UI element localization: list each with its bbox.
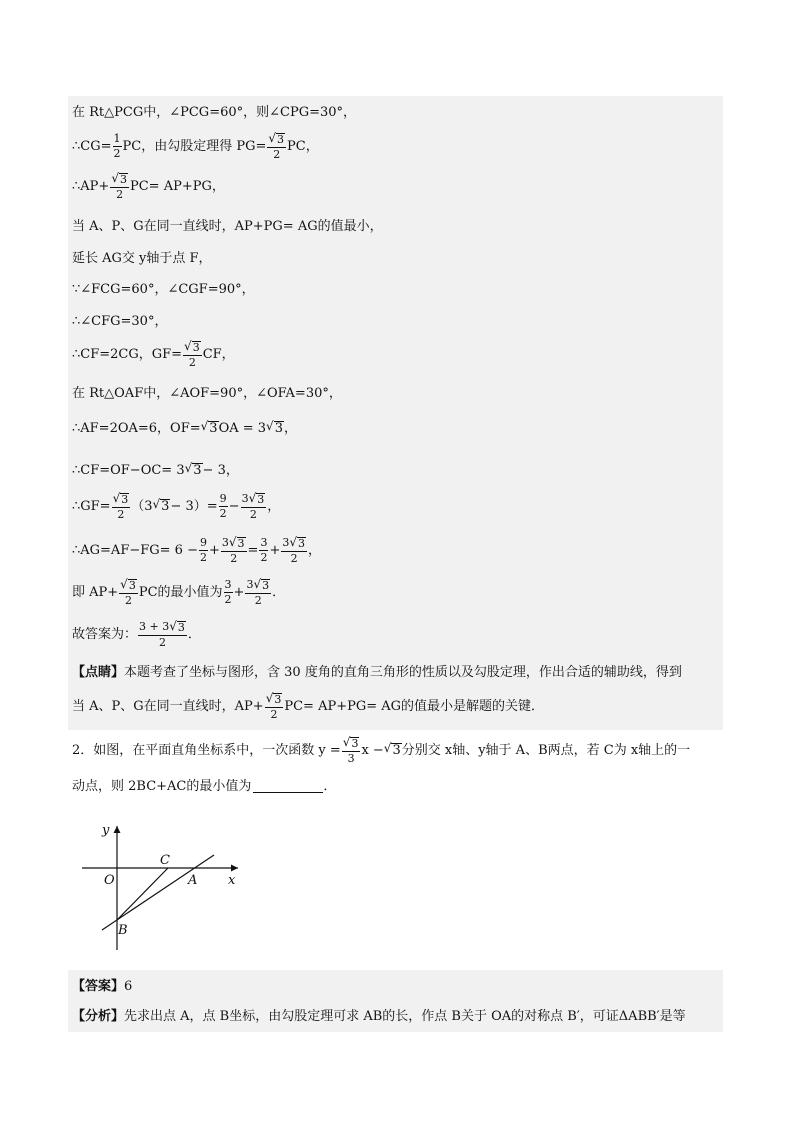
answer-tag: 【答案】 <box>72 979 125 994</box>
denominator: 2 <box>290 552 298 566</box>
label-y: y <box>102 823 110 838</box>
radicand: 3 <box>177 621 185 634</box>
denominator: 3 <box>347 752 355 766</box>
denominator: 2 <box>224 592 232 606</box>
solution-line-11 <box>72 462 239 478</box>
fraction <box>113 133 122 159</box>
radicand: 3 <box>274 693 282 706</box>
radicand: 3 <box>277 133 285 146</box>
text: PC= AP+PG， <box>129 178 225 194</box>
text: ∴AP+ <box>72 178 110 194</box>
denominator: 2 <box>199 550 207 564</box>
comment-tag: 【点睛】 <box>72 665 125 680</box>
sqrt: √ 3 <box>342 735 359 750</box>
denominator: 2 <box>188 356 196 370</box>
text: 即 AP+ <box>72 584 119 600</box>
radicand: 3 <box>298 537 305 550</box>
solution-line-15 <box>72 620 201 649</box>
text: ， <box>308 542 322 558</box>
solution-line-3 <box>72 172 225 201</box>
text: OA = 3 <box>218 420 267 436</box>
sqrt: √ 3 <box>112 491 129 506</box>
text: 本题考查了坐标与图形，含 30 度角的直角三角形的性质以及勾股定理，作出合适的辅助线，得到 <box>124 665 682 680</box>
denominator: 2 <box>116 188 124 202</box>
denominator: 2 <box>219 506 227 520</box>
fraction <box>259 537 268 563</box>
sqrt: √ 3 <box>268 131 285 146</box>
text: ， <box>283 420 297 436</box>
sqrt: √ 3 <box>184 461 202 478</box>
solution-line-9 <box>72 387 342 400</box>
text: − 3）= <box>170 498 218 514</box>
answer-line <box>72 980 132 993</box>
radicand: 3 <box>119 173 127 186</box>
text: ， <box>267 498 281 514</box>
radicand: 3 <box>237 537 245 550</box>
numerator: 9 <box>199 536 207 550</box>
label-O: O <box>104 873 115 888</box>
numerator: 1 <box>113 132 121 146</box>
radicand: 3 <box>209 421 218 436</box>
sqrt: √ 3 <box>253 577 270 592</box>
denominator: 2 <box>260 550 268 564</box>
coefficient: 3 <box>246 578 254 591</box>
fraction <box>281 536 307 565</box>
analysis-tag: 【分析】 <box>72 1009 125 1024</box>
fraction <box>183 340 202 369</box>
solution-line-4 <box>72 220 383 233</box>
text: x − <box>361 742 384 758</box>
text: 动点，则 2BC+AC的最小值为 <box>72 779 252 794</box>
label-x: x <box>228 873 236 888</box>
denominator: 2 <box>113 146 121 160</box>
fraction <box>219 493 228 519</box>
label-A: A <box>188 873 198 888</box>
text: − <box>228 498 240 514</box>
radicand: 3 <box>257 493 265 506</box>
fraction <box>267 132 286 161</box>
fraction <box>199 537 208 563</box>
sqrt: √ 3 <box>200 419 218 436</box>
sqrt: √ 3 <box>383 741 401 759</box>
fraction <box>265 692 284 721</box>
denominator: 2 <box>158 636 166 650</box>
text: 当 A、P、G在同一直线时，AP+PG= AG的值最小， <box>72 219 383 234</box>
text: ． <box>272 584 286 600</box>
text: 在 Rt△PCG中，∠PCG=60°，则∠CPG=30°， <box>72 105 357 120</box>
denominator: 2 <box>254 594 262 608</box>
fraction <box>112 492 131 521</box>
sqrt: √ 3 <box>111 171 127 186</box>
sqrt: √ 3 <box>169 619 185 634</box>
solution-line-6 <box>72 283 255 296</box>
text: ∴CF=2CG，GF= <box>72 346 183 362</box>
text: ∴AG=AF−FG= 6 − <box>72 542 198 558</box>
text: − 3， <box>202 462 239 478</box>
coefficient: 3 <box>282 536 290 549</box>
sqrt: √ 3 <box>248 491 265 506</box>
text: 2．如图，在平面直角坐标系中，一次函数 y = <box>72 742 341 758</box>
numerator: 3 <box>224 578 232 592</box>
solution-line-13 <box>72 536 321 565</box>
label-C: C <box>160 853 170 868</box>
fraction <box>245 578 271 607</box>
text: 在 Rt△OAF中，∠AOF=90°，∠OFA=30°， <box>72 386 342 401</box>
analysis-line <box>72 1010 686 1023</box>
analysis-text: 先求出点 A，点 B坐标，由勾股定理可求 AB的长，作点 B关于 OA的对称点 B′，可证ΔABB′是等 <box>124 1009 686 1024</box>
denominator: 2 <box>230 552 238 566</box>
denominator: 2 <box>125 594 132 608</box>
answer-blank[interactable] <box>253 780 323 793</box>
sqrt: √ 3 <box>289 535 305 550</box>
coefficient: 3 <box>241 492 249 505</box>
text: ． <box>323 779 337 794</box>
radicand: 3 <box>262 579 270 592</box>
coefficient: 3 + 3 <box>139 620 170 633</box>
numerator: 3 <box>260 536 268 550</box>
text: PC， <box>287 138 319 154</box>
fraction <box>342 736 361 765</box>
text: CF， <box>202 346 235 362</box>
fraction <box>110 172 129 201</box>
text: 分别交 x轴、y轴于 A、B两点，若 C为 x轴上的一 <box>401 742 691 758</box>
radicand: 3 <box>351 737 359 750</box>
sqrt: √ 3 <box>120 577 136 592</box>
text: PC的最小值为 <box>138 584 223 600</box>
text: 延长 AG交 y轴于点 F， <box>72 251 212 266</box>
radicand: 3 <box>161 499 170 515</box>
radicand: 3 <box>192 341 200 354</box>
sqrt: √ 3 <box>152 497 170 515</box>
sqrt: √ 3 <box>228 535 245 550</box>
answer-fraction <box>138 620 187 649</box>
solution-line-2 <box>72 132 319 161</box>
sqrt: √ 3 <box>184 339 200 354</box>
text: ∴GF= <box>72 498 111 514</box>
radicand: 3 <box>392 743 401 759</box>
solution-line-12 <box>72 492 280 521</box>
denominator: 2 <box>273 148 281 162</box>
fraction <box>224 579 233 605</box>
solution-line-16 <box>72 666 682 679</box>
text: ∴AF=2OA=6，OF= <box>72 420 201 436</box>
radicand: 3 <box>193 463 202 478</box>
solution-line-14 <box>72 578 285 607</box>
sqrt: √ 3 <box>265 691 282 706</box>
text: = <box>247 542 259 558</box>
question-2-line-2 <box>72 780 336 793</box>
solution-line-8 <box>72 340 235 369</box>
denominator: 2 <box>117 508 125 522</box>
text: + <box>233 584 245 600</box>
fraction <box>221 536 247 565</box>
sqrt: √ 3 <box>266 419 283 436</box>
fraction <box>241 492 267 521</box>
coefficient: 3 <box>221 536 229 549</box>
numerator: 9 <box>219 492 227 506</box>
text: 故答案为： <box>72 626 138 642</box>
denominator: 2 <box>270 708 278 722</box>
text: PC，由勾股定理得 PG= <box>122 138 267 154</box>
text: ． <box>187 626 201 642</box>
denominator: 2 <box>249 508 257 522</box>
text: + <box>208 542 220 558</box>
text: ∴∠CFG=30°， <box>72 314 168 329</box>
text: PC= AP+PG= AG的值最小是解题的关键． <box>284 698 545 714</box>
radicand: 3 <box>121 493 129 506</box>
text: + <box>269 542 281 558</box>
radicand: 3 <box>128 579 136 592</box>
text: （3 <box>131 498 153 514</box>
fraction <box>119 578 138 607</box>
solution-line-1 <box>72 106 356 119</box>
text: ∵∠FCG=60°，∠CGF=90°， <box>72 282 255 297</box>
solution-line-17 <box>72 692 544 721</box>
label-B: B <box>118 923 128 938</box>
solution-line-5 <box>72 252 212 265</box>
radicand: 3 <box>274 421 283 436</box>
segment-BC <box>117 868 168 920</box>
solution-line-10 <box>72 420 297 436</box>
text: 当 A、P、G在同一直线时，AP+ <box>72 698 264 714</box>
solution-line-7 <box>72 315 167 328</box>
question-2-line-1 <box>72 736 690 765</box>
text: ∴CF=OF−OC= 3 <box>72 462 185 478</box>
text: ∴CG= <box>72 138 112 154</box>
answer-value: 6 <box>124 979 133 994</box>
coordinate-figure <box>78 820 248 952</box>
